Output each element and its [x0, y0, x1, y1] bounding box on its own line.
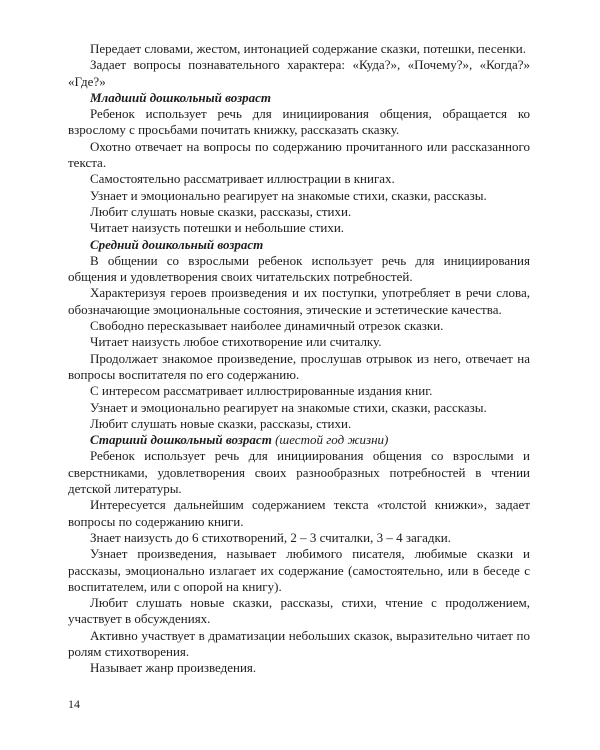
paragraph: С интересом рассматривает иллюстрированные издания книг. [90, 383, 433, 399]
section-heading-text: Старший дошкольный возраст [90, 432, 272, 448]
paragraph: Называет жанр произведения. [90, 660, 257, 676]
paragraph: Активно участвует в драматизации небольших сказок, выразительно читает по ролям стихотворения. [68, 627, 530, 659]
paragraph: Знает наизусть до 6 стихотворений, 2 – 3 считалки, 3 – 4 загадки. [90, 529, 451, 545]
paragraph: Ребенок использует речь для инициирования общения со взрослыми и сверстниками, удовлетворения своих разнообразных потребностей в чтении детской литературы. [68, 448, 530, 497]
paragraph: Задает вопросы познавательного характера: «Куда?», «Почему?», «Когда?» «Где?» [68, 57, 530, 89]
page-content [68, 41, 530, 677]
paragraph: Передает словами, жестом, интонацией содержание сказки, потешки, песенки. [90, 41, 527, 56]
paragraph: Свободно пересказывает наиболее динамичный отрезок сказки. [90, 318, 444, 334]
paragraph: Ребенок использует речь для инициирования общения, обращается ко взрослому с просьбами почитать книжку, рассказать сказку. [68, 106, 530, 138]
section-heading [68, 432, 530, 448]
section-heading-text: Средний дошкольный возраст [90, 236, 264, 252]
paragraph: Узнает и эмоционально реагирует на знакомые стихи, сказки, рассказы. [90, 399, 487, 415]
paragraph: Характеризуя героев произведения и их поступки, употребляет в речи слова, обозначающие эмоциональные состояния, этические и эстетические качества. [68, 285, 530, 317]
section-heading-text: Младший дошкольный возраст [90, 89, 272, 105]
section-heading [68, 237, 530, 253]
paragraph: Самостоятельно рассматривает иллюстрации в книгах. [90, 171, 395, 187]
section-heading [68, 90, 530, 106]
section-heading-subtitle: (шестой год жизни) [275, 432, 389, 448]
paragraph: Читает наизусть потешки и небольшие стихи. [90, 220, 345, 236]
page-number: 14 [68, 697, 80, 711]
paragraph: Узнает произведения, называет любимого писателя, любимые сказки и рассказы, эмоционально излагает их содержание (самостоятельно, или в беседе с воспитателем, или с опорой на книгу). [68, 546, 530, 594]
paragraph: В общении со взрослыми ребенок использует речь для инициирования общения и удовлетворения своих читательских потребностей. [68, 252, 530, 285]
paragraph: Интересуется дальнейшим содержанием текста «толстой книжки», задает вопросы по содержанию книги. [68, 497, 530, 529]
paragraph: Любит слушать новые сказки, рассказы, стихи. [90, 203, 352, 219]
paragraph: Любит слушать новые сказки, рассказы, стихи. [90, 415, 352, 431]
paragraph: Любит слушать новые сказки, рассказы, стихи, чтение с продолжением, участвует в обсуждениях. [68, 595, 530, 627]
paragraph: Узнает и эмоционально реагирует на знакомые стихи, сказки, рассказы. [90, 187, 487, 203]
paragraph: Читает наизусть любое стихотворение или считалку. [90, 334, 382, 350]
paragraph: Продолжает знакомое произведение, прослушав отрывок из него, отвечает на вопросы воспитателя по его содержанию. [68, 350, 530, 382]
paragraph: Охотно отвечает на вопросы по содержанию прочитанного или рассказанного текста. [68, 138, 530, 171]
